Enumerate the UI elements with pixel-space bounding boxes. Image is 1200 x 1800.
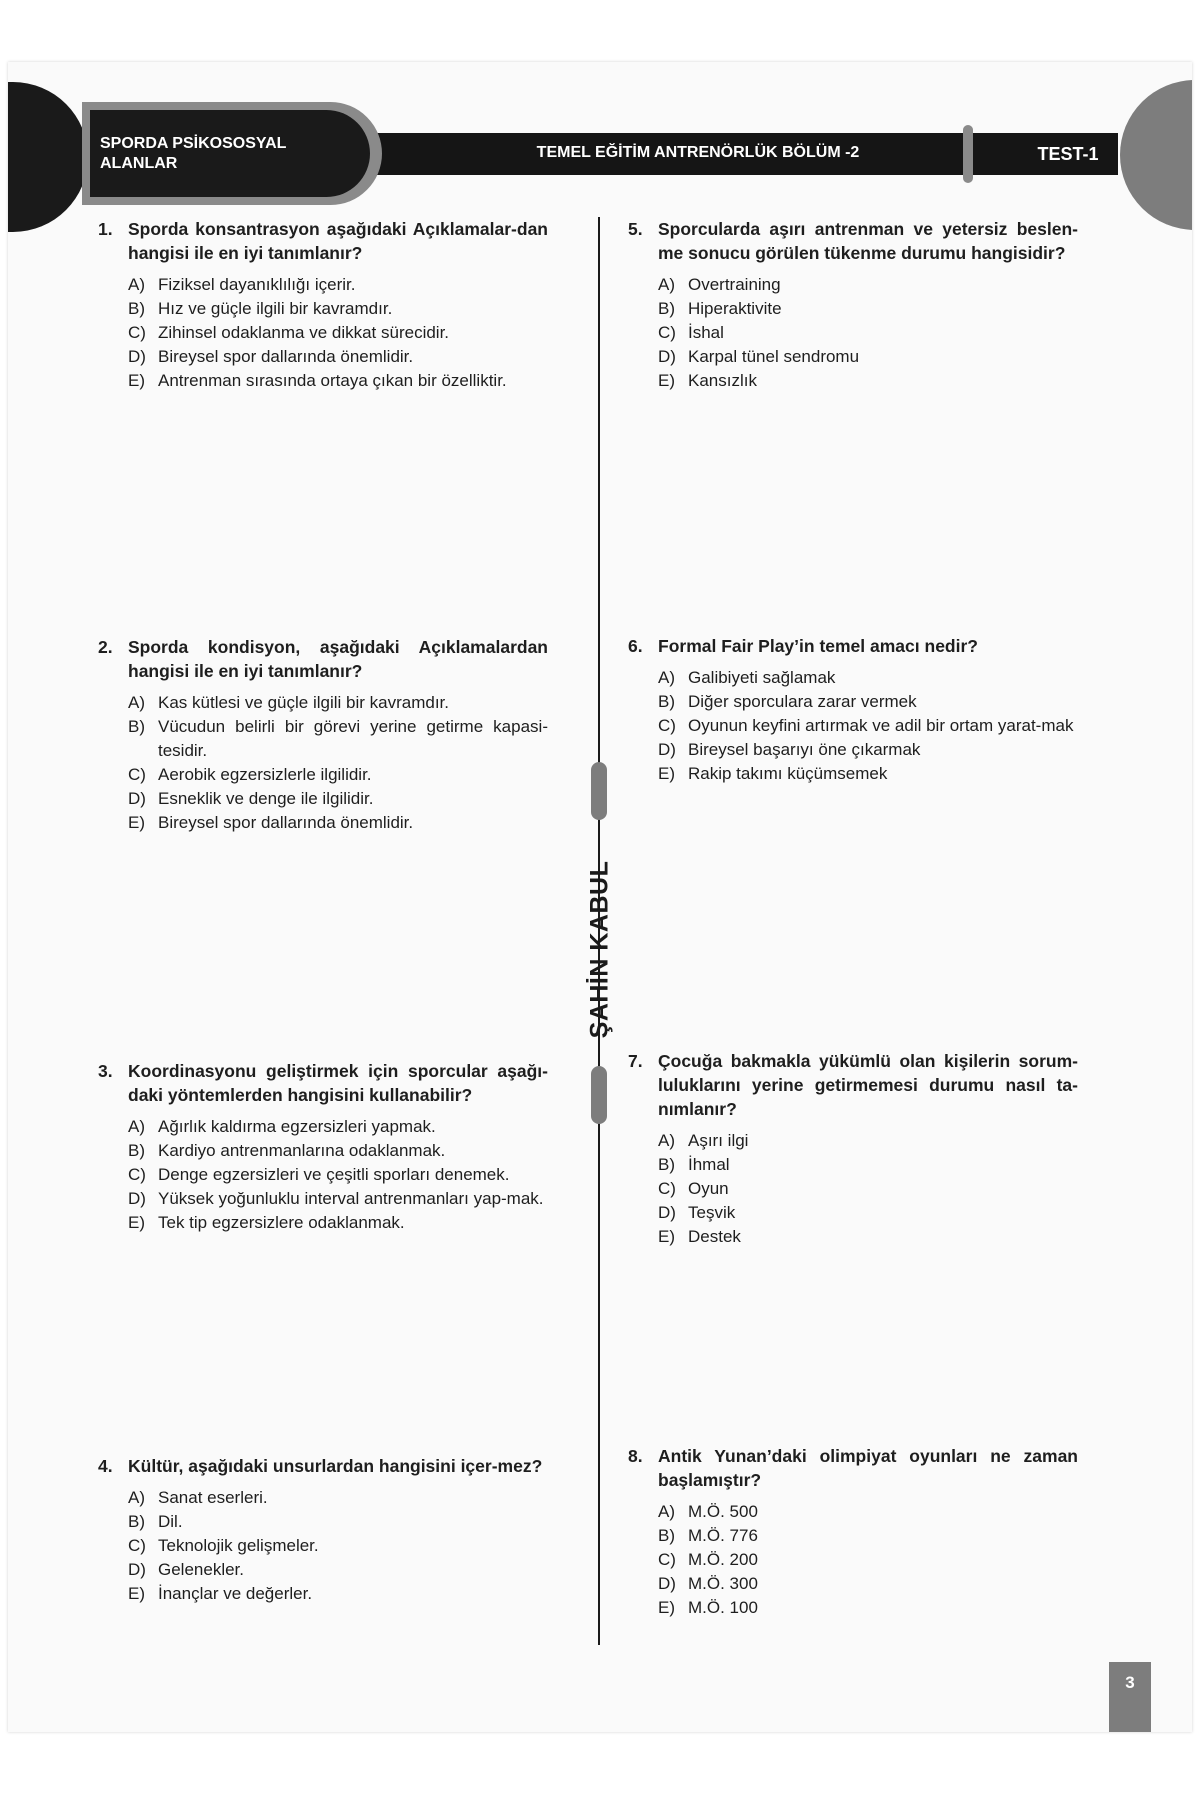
question-stem [628,1444,1078,1492]
option-list [128,1115,548,1235]
header-title: TEMEL EĞİTİM ANTRENÖRLÜK BÖLÜM -2 [536,144,860,161]
question-3 [98,1059,548,1235]
option-text: Antrenman sırasında ortaya çıkan bir özelliktir. [158,371,507,390]
question-stem [98,635,548,683]
option-text: Tek tip egzersizlere odaklanmak. [158,1213,405,1232]
option-letter: E) [128,371,145,390]
option-text: Zihinsel odaklanma ve dikkat sürecidir. [158,323,450,342]
option-list [658,1129,1078,1249]
option-letter: B) [128,299,145,318]
option-letter: D) [128,1189,146,1208]
option-letter: A) [658,1131,675,1150]
option-letter: E) [128,1213,145,1232]
option-text: Oyunun keyfini artırmak ve adil bir ortam yarat-mak [688,716,1074,735]
question-text: Sporda kondisyon, aşağıdaki Açıklamalardan hangisi ile en iyi tanımlanır? [128,637,548,681]
option-e[interactable] [128,1211,548,1235]
section-label: SPORDA PSİKOSOSYAL ALANLAR [100,135,287,172]
question-text: Antik Yunan’daki olimpiyat oyunları ne zaman başlamıştır? [658,1446,1078,1490]
test-label: TEST-1 [1037,144,1099,164]
question-stem [628,1049,1078,1121]
option-text: Esneklik ve denge ile ilgilidir. [158,789,374,808]
option-c[interactable] [658,714,1078,738]
option-text: Rakip takımı küçümsemek [688,764,888,783]
left-corner-decoration [8,82,88,232]
option-letter: E) [658,371,675,390]
option-text: M.Ö. 776 [688,1526,758,1545]
question-text: Sporcularda aşırı antrenman ve yetersiz beslen-me sonucu görülen tükenme durumu hangisidir? [658,219,1078,263]
option-list [658,1500,1078,1620]
question-text: Sporda konsantrasyon aşağıdaki Açıklamalar-dan hangisi ile en iyi tanımlanır? [128,219,548,263]
question-stem [628,217,1078,265]
right-corner-decoration [1120,80,1192,230]
option-letter: B) [658,692,675,711]
option-a[interactable] [658,666,1078,690]
option-letter: C) [658,323,676,342]
option-text: Aerobik egzersizlerle ilgilidir. [158,765,372,784]
option-e[interactable] [658,762,1078,786]
question-5 [628,217,1078,393]
option-text: Hız ve güçle ilgili bir kavramdır. [158,299,393,318]
option-text: Aşırı ilgi [688,1131,749,1150]
option-a[interactable] [128,1486,548,1510]
option-letter: A) [658,1502,675,1521]
option-letter: C) [128,765,146,784]
option-letter: D) [658,347,676,366]
option-c[interactable] [128,1534,548,1558]
option-list [658,666,1078,786]
option-text: Kansızlık [688,371,757,390]
question-text: Kültür, aşağıdaki unsurlardan hangisini içer-mez? [128,1456,543,1476]
option-letter: C) [128,323,146,342]
option-b[interactable] [128,715,548,763]
question-text: Koordinasyonu geliştirmek için sporcular aşağı-daki yöntemlerden hangisini kullanabilir? [128,1061,548,1105]
option-e[interactable] [658,1596,1078,1620]
option-letter: A) [128,693,145,712]
option-text: Overtraining [688,275,781,294]
option-letter: E) [658,1227,675,1246]
option-letter: D) [658,1203,676,1222]
option-c[interactable] [128,1163,548,1187]
option-text: Ağırlık kaldırma egzersizleri yapmak. [158,1117,436,1136]
option-d[interactable] [128,787,548,811]
option-letter: B) [128,1141,145,1160]
option-e[interactable] [128,811,548,835]
option-c[interactable] [128,763,548,787]
option-b[interactable] [658,1153,1078,1177]
option-text: Sanat eserleri. [158,1488,268,1507]
option-a[interactable] [128,273,548,297]
option-letter: A) [128,275,145,294]
option-letter: B) [658,1526,675,1545]
option-e[interactable] [128,1582,548,1606]
option-letter: E) [128,813,145,832]
option-text: Denge egzersizleri ve çeşitli sporları denemek. [158,1165,510,1184]
option-letter: C) [128,1165,146,1184]
option-d[interactable] [658,345,1078,369]
option-text: Kas kütlesi ve güçle ilgili bir kavramdır. [158,693,450,712]
option-letter: D) [658,740,676,759]
option-text: Teknolojik gelişmeler. [158,1536,319,1555]
option-list [128,1486,548,1606]
option-letter: A) [128,1488,145,1507]
question-number: 4. [98,1456,113,1476]
option-b[interactable] [658,1524,1078,1548]
option-b[interactable] [658,690,1078,714]
question-1 [98,217,548,393]
option-c[interactable] [658,1177,1078,1201]
header-separator [963,125,973,183]
option-text: Galibiyeti sağlamak [688,668,836,687]
option-letter: D) [658,1574,676,1593]
option-text: Yüksek yoğunluklu interval antrenmanları yap-mak. [158,1189,544,1208]
divider-pill-upper [591,762,607,820]
option-text: İnançlar ve değerler. [158,1584,313,1603]
option-a[interactable] [658,1129,1078,1153]
option-text: Diğer sporculara zarar vermek [688,692,917,711]
option-letter: B) [658,1155,675,1174]
option-text: Bireysel spor dallarında önemlidir. [158,813,414,832]
option-e[interactable] [658,1225,1078,1249]
question-2 [98,635,548,835]
option-e[interactable] [128,369,548,393]
question-number: 5. [628,219,643,239]
option-letter: C) [658,716,676,735]
option-letter: D) [128,1560,146,1579]
option-text: Fiziksel dayanıklılığı içerir. [158,275,356,294]
option-b[interactable] [128,1139,548,1163]
option-text: Vücudun belirli bir görevi yerine getirme kapasi-tesidir. [158,717,548,760]
option-text: Hiperaktivite [688,299,782,318]
option-letter: C) [658,1550,676,1569]
question-text: Formal Fair Play’in temel amacı nedir? [658,636,978,656]
option-a[interactable] [658,273,1078,297]
option-letter: B) [128,717,145,736]
option-d[interactable] [658,738,1078,762]
test-page [8,62,1192,1732]
option-text: İshal [688,323,724,342]
question-number: 1. [98,219,113,239]
question-number: 8. [628,1446,643,1466]
option-d[interactable] [658,1201,1078,1225]
option-text: Oyun [688,1179,729,1198]
option-b[interactable] [128,1510,548,1534]
option-e[interactable] [658,369,1078,393]
option-list [658,273,1078,393]
option-text: Bireysel başarıyı öne çıkarmak [688,740,921,759]
question-number: 6. [628,636,643,656]
question-stem [98,1059,548,1107]
option-d[interactable] [128,345,548,369]
option-text: Dil. [158,1512,183,1531]
option-text: Gelenekler. [158,1560,244,1579]
question-stem [98,217,548,265]
option-c[interactable] [128,321,548,345]
option-d[interactable] [128,1187,548,1211]
question-number: 2. [98,637,113,657]
option-text: Teşvik [688,1203,736,1222]
option-a[interactable] [128,691,548,715]
option-letter: E) [128,1584,145,1603]
option-b[interactable] [658,297,1078,321]
option-letter: B) [128,1512,145,1531]
option-letter: E) [658,1598,675,1617]
option-letter: B) [658,299,675,318]
option-letter: C) [658,1179,676,1198]
question-text: Çocuğa bakmakla yükümlü olan kişilerin sorum-luluklarını yerine getirmemesi durumu nasıl ta-nımlanır? [658,1051,1078,1119]
option-a[interactable] [128,1115,548,1139]
option-text: M.Ö. 100 [688,1598,758,1617]
page-number: 3 [1109,1662,1151,1732]
option-letter: D) [128,347,146,366]
option-text: Karpal tünel sendromu [688,347,860,366]
divider-pill-lower [591,1066,607,1124]
option-d[interactable] [128,1558,548,1582]
option-text: M.Ö. 200 [688,1550,758,1569]
option-letter: E) [658,764,675,783]
question-6 [628,634,1078,786]
option-a[interactable] [658,1500,1078,1524]
question-8 [628,1444,1078,1620]
option-text: M.Ö. 300 [688,1574,758,1593]
option-letter: C) [128,1536,146,1555]
option-text: M.Ö. 500 [688,1502,758,1521]
question-7 [628,1049,1078,1249]
option-letter: A) [658,275,675,294]
option-text: Kardiyo antrenmanlarına odaklanmak. [158,1141,446,1160]
option-text: İhmal [688,1155,730,1174]
option-letter: D) [128,789,146,808]
option-letter: A) [128,1117,145,1136]
question-number: 7. [628,1051,643,1071]
option-letter: A) [658,668,675,687]
question-number: 3. [98,1061,113,1081]
question-stem [98,1454,548,1478]
question-stem [628,634,1078,658]
question-4 [98,1454,548,1606]
option-list [128,273,548,393]
option-c[interactable] [658,1548,1078,1572]
author-name: ŞAHİN KABUL [585,860,614,1039]
option-list [128,691,548,835]
option-c[interactable] [658,321,1078,345]
option-text: Destek [688,1227,741,1246]
option-b[interactable] [128,297,548,321]
option-d[interactable] [658,1572,1078,1596]
option-text: Bireysel spor dallarında önemlidir. [158,347,414,366]
